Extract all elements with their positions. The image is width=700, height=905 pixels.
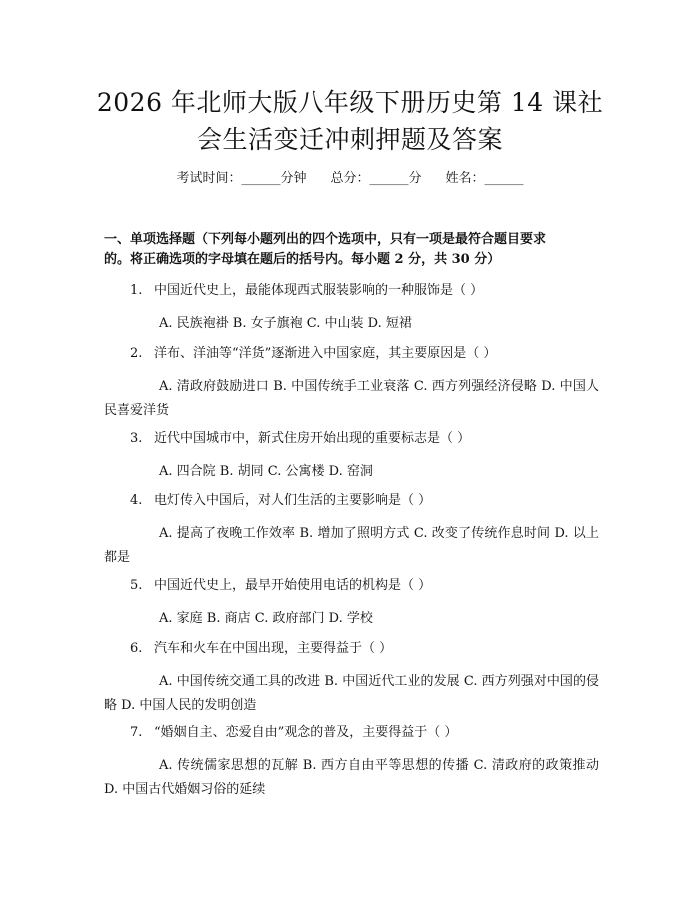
question-5 <box>104 576 599 596</box>
question-number: 6. <box>130 641 143 656</box>
question-2-options: A. 清政府鼓励进口 B. 中国传统手工业衰落 C. 西方列强经济侵略 D. 中国人民喜爱洋货 <box>104 379 599 418</box>
title-line-2: 会生活变迁冲刺押题及答案 <box>196 125 503 154</box>
exam-info <box>0 170 700 188</box>
question-stem: 中国近代史上，最能体现西式服装影响的一种服饰是（ ） <box>154 283 484 298</box>
question-number: 7. <box>130 725 143 740</box>
question-3 <box>104 429 599 449</box>
question-1 <box>104 281 599 301</box>
exam-score: 总分：______分 <box>330 171 422 186</box>
question-6-options: A. 中国传统交通工具的改进 B. 中国近代工业的发展 C. 西方列强对中国的侵略 D. 中国人民的发明创造 <box>104 674 599 713</box>
question-7-options: A. 传统儒家思想的瓦解 B. 西方自由平等思想的传播 C. 清政府的政策推动 D. 中国古代婚姻习俗的延续 <box>104 758 599 797</box>
question-7 <box>104 723 599 743</box>
question-4-options: A. 提高了夜晚工作效率 B. 增加了照明方式 C. 改变了传统作息时间 D. 以上都是 <box>104 526 599 565</box>
question-number: 4. <box>130 493 143 508</box>
question-stem: 近代中国城市中，新式住房开始出现的重要标志是（ ） <box>154 431 471 446</box>
question-stem: 中国近代史上，最早开始使用电话的机构是（ ） <box>154 578 432 593</box>
question-stem: “婚姻自主、恋爱自由”观念的普及，主要得益于（ ） <box>154 725 458 740</box>
question-number: 5. <box>130 578 143 593</box>
question-4 <box>104 491 599 511</box>
question-5-options: A. 家庭 B. 商店 C. 政府部门 D. 学校 <box>159 611 373 626</box>
question-stem: 洋布、洋油等“洋货”逐渐进入中国家庭，其主要原因是（ ） <box>154 346 497 361</box>
question-3-options: A. 四合院 B. 胡同 C. 公寓楼 D. 窑洞 <box>159 464 373 479</box>
question-6 <box>104 639 599 659</box>
question-number: 3. <box>130 431 143 446</box>
question-number: 2. <box>130 346 143 361</box>
section-heading-line-1: 一、单项选择题（下列每小题列出的四个选项中，只有一项是最符合题目要求 <box>104 232 547 247</box>
title-line-1: 2026 年北师大版八年级下册历史第 14 课社 <box>96 88 604 117</box>
question-stem: 电灯传入中国后，对人们生活的主要影响是（ ） <box>154 493 432 508</box>
question-1-options: A. 民族袍褂 B. 女子旗袍 C. 中山装 D. 短裙 <box>159 316 412 331</box>
section-heading-line-2: 的。将正确选项的字母填在题后的括号内。每小题 2 分，共 30 分） <box>104 252 501 267</box>
exam-time: 考试时间：______分钟 <box>176 171 307 186</box>
question-number: 1. <box>130 283 143 298</box>
question-stem: 汽车和火车在中国出现，主要得益于（ ） <box>154 641 393 656</box>
exam-name: 姓名：______ <box>445 171 524 186</box>
section-heading <box>104 230 604 270</box>
document-title <box>40 84 660 158</box>
question-2 <box>104 344 599 364</box>
